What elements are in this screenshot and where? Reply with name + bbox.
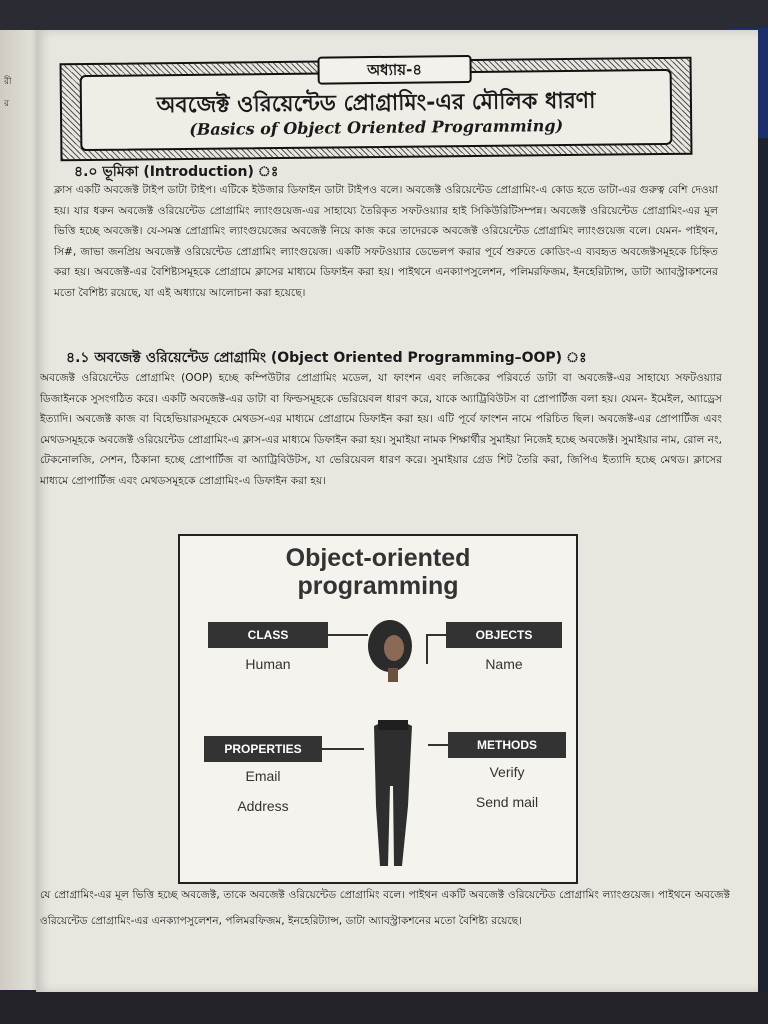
method-item: Send mail: [475, 794, 539, 810]
properties-label: PROPERTIES: [204, 736, 322, 762]
introduction-paragraph: ক্লাস একটি অবজেক্ট টাইপ ডাটা টাইপ। এটিকে ইউজার ডিফাইন ডাটা টাইপও বলে। অবজেক্ট ওরিয়েন্টেড প্রোগ্রামিং-এ কোড হতে ডাটা-এর গুরুত্ব বেশি দেওয়া হয়। যার ধরুন অবজেক্ট ওরিয়েন্টেড প্রোগ্রামিং ল্যাংগুয়েজ-এর সাহায্যে তৈরিকৃত সফটওয়্যার হাই সিকিউরিটিসম্পন্ন। অবজেক্ট ওরিয়েন্টেড প্রোগ্রামিং-এর মূল ভিত্তি হচ্ছে অবজেক্ট। যে-সমস্ত প্রোগ্রামিং ল্যাংগুয়েজের অবজেক্ট নিয়ে কাজ করে তাদেরকে অবজেক্ট ওরিয়েন্টেড প্রোগ্রামিং ল্যাংগুয়েজ বলে। যেমন- পাইথন, সি#, জাভা জনপ্রিয় অবজেক্ট ওরিয়েন্টেড প্রোগ্রামিং ল্যাংগুয়েজ। একটি সফটওয়্যার ডেভেলপ করার পূর্বে শুরুতে কোডিং-এ ব্যবহৃত অবজেক্টসমূহকে চিহ্নিত করা হয়। অবজেক্ট-এর বৈশিষ্ট্যসমূহকে প্রোগ্রামে ক্লাসের মাধ্যমে ডিফাইন করা হয়। পাইথনে এনক্যাপসুলেশন, পলিমরফিজম, ইনহেরিট্যান্স, ডাটা অ্যাবস্ট্রাকশনের মতো বৈশিষ্ট্য রয়েছে, যা এই অধ্যায়ে আলোচনা করা হয়েছে।: [54, 184, 719, 299]
chapter-subtitle: (Basics of Object Oriented Programming): [189, 116, 564, 139]
class-label: CLASS: [208, 622, 328, 648]
person-silhouette-icon: [348, 616, 438, 866]
infographic-title: Object-oriented programming: [285, 544, 471, 600]
section-heading-oop: ৪.১ অবজেক্ট ওরিয়েন্টেড প্রোগ্রামিং (Object Oriented Programming–OOP) ঃ: [66, 350, 587, 366]
margin-mark: রী: [4, 77, 12, 87]
objects-label: OBJECTS: [446, 622, 562, 648]
class-value: Human: [245, 656, 291, 672]
chapter-banner: [60, 57, 693, 162]
chapter-number: অধ্যায়-৪: [317, 55, 471, 85]
objects-value: Name: [485, 656, 523, 672]
closing-paragraph: যে প্রোগ্রামিং-এর মূল ভিত্তি হচ্ছে অবজেক্ট, তাকে অবজেক্ট ওরিয়েন্টেড প্রোগ্রামিং বলে। পাইথন একটি অবজেক্ট ওরিয়েন্টেড প্রোগ্রামিং ল্যাংগুয়েজ। পাইথনে অবজেক্ট ওরিয়েন্টেড প্রোগ্রামিং-এর এনক্যাপসুলেশন, পলিমরফিজম, ইনহেরিট্যান্স, ডাটা অ্যাবস্ট্রাকশনের মতো বৈশিষ্ট্য রয়েছে।: [40, 889, 730, 927]
chapter-title: অবজেক্ট ওরিয়েন্টেড প্রোগ্রামিং-এর মৌলিক ধারণা: [156, 88, 596, 119]
section-heading-introduction: ৪.০ ভূমিকা (Introduction) ঃ: [74, 164, 279, 180]
property-item: Email: [245, 768, 281, 784]
property-item: Address: [237, 798, 289, 814]
margin-mark: র: [4, 99, 9, 109]
background-top: [0, 0, 768, 32]
chapter-banner-frame: [80, 60, 673, 151]
oop-infographic: [178, 534, 578, 884]
background-bottom: [0, 992, 768, 1024]
method-item: Verify: [489, 764, 525, 780]
methods-label: METHODS: [448, 732, 566, 758]
oop-paragraph: অবজেক্ট ওরিয়েন্টেড প্রোগ্রামিং (OOP) হচ্ছে কম্পিউটার প্রোগ্রামিং মডেল, যা ফাংশন এবং লজিকের পরিবর্তে ডাটা বা অবজেক্ট-এর সাহায্যে সফটওয়্যার ডিজাইনকে সুসংগঠিত করে। একটি অবজেক্ট-এর ডাটা বা ফিল্ডসমূহকে ভেরিয়েবল ধারণ করে, যাকে অ্যাট্রিবিউটস বা প্রোপার্টিজ বলা হয়। যেমন- ইমেইল, অ্যাড্রেস ইত্যাদি। অবজেক্ট কাজ বা বিহেভিয়ারসমূহকে মেথডস-এর মাধ্যমে প্রোগ্রামে ডিফাইন করা হয়। এটি পূর্বে ফাংশন নামে পরিচিত ছিল। অবজেক্ট-এর প্রোপার্টিজ এবং মেথডসমূহকে অবজেক্ট ওরিয়েন্টেড প্রোগ্রামিং-এ ক্লাস-এর মাধ্যমে ডিফাইন করা হয়। সুমাইয়া নামক শিক্ষার্থীর সুমাইয়া নিজেই হচ্ছে অবজেক্ট। সুমাইয়ার নাম, রোল নং, টেকনোলজি, সেশন, ঠিকানা হচ্ছে প্রোপার্টিজ বা অ্যাট্রিবিউটস, যা ভেরিয়েবল ধারণ করে। সুমাইয়ার গ্রেড শিট তৈরি করা, জিপিএ ইত্যাদি হচ্ছে মেথড। ক্লাসের মাধ্যমে প্রোপার্টিজ এবং মেথডসমূহকে প্রোগ্রামিং-এ ডিফাইন করা হয়।: [40, 372, 722, 487]
book-page: [36, 30, 758, 992]
